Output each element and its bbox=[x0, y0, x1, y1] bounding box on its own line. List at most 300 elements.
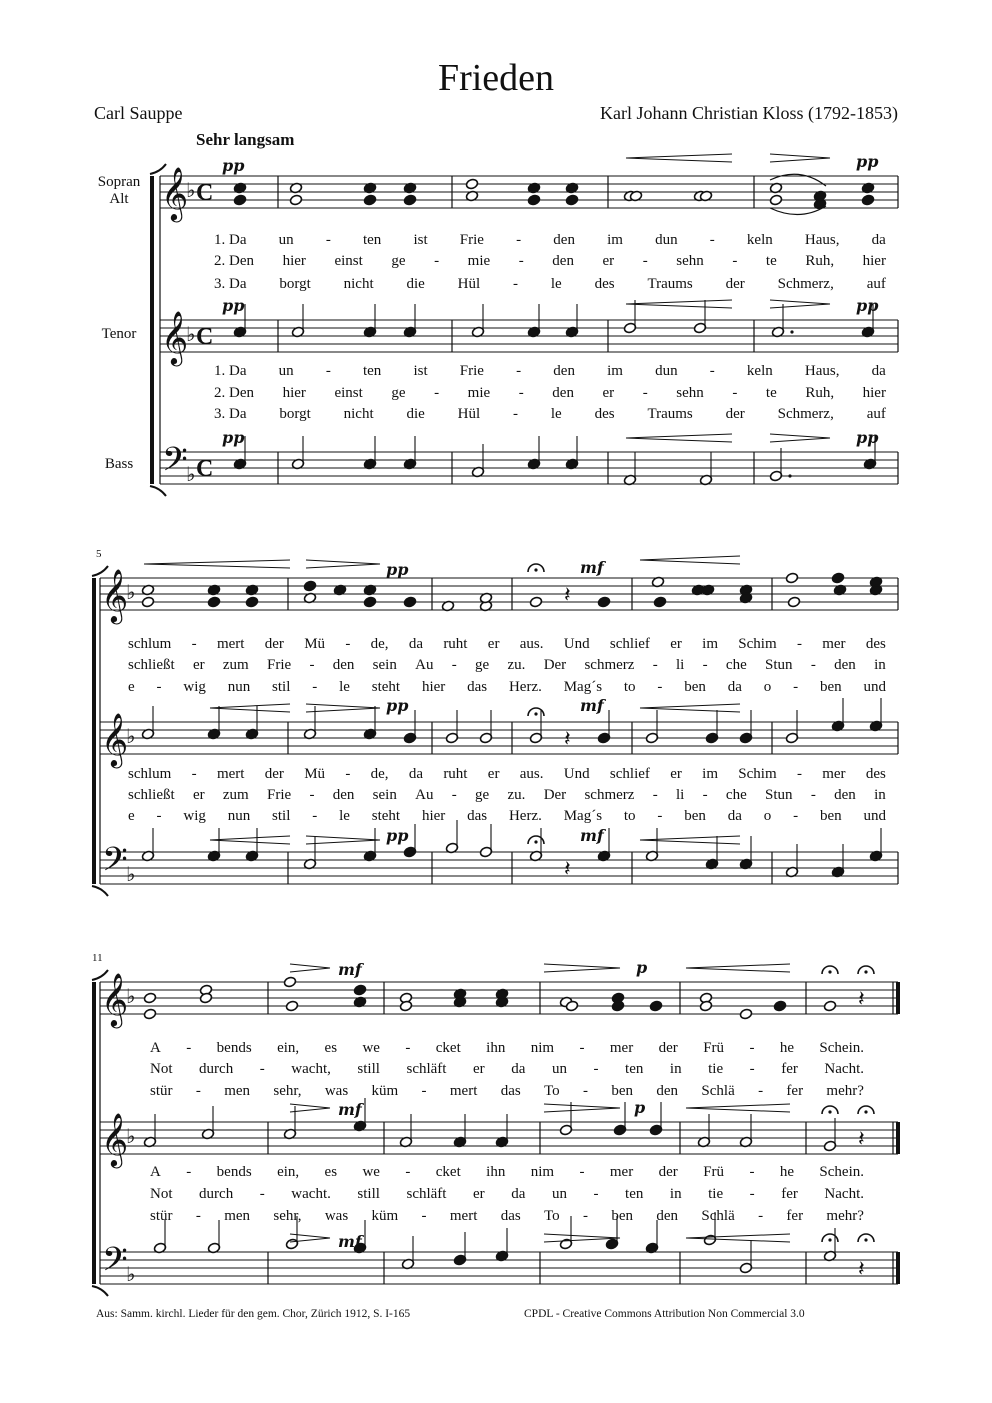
lyric-syllable: Frie bbox=[459, 232, 484, 248]
lyric-syllable: - bbox=[421, 1083, 427, 1099]
lyric-syllable: ben bbox=[819, 808, 842, 824]
lyric-syllable: Hül bbox=[457, 276, 481, 292]
augmentation-dot bbox=[788, 474, 791, 477]
lyric-syllable: - bbox=[345, 636, 351, 652]
lyric-syllable: e bbox=[128, 808, 135, 824]
lyric-syllable: we bbox=[362, 1164, 380, 1180]
dynamic-pp: pp bbox=[222, 296, 245, 315]
lyric-syllable: che bbox=[725, 657, 747, 673]
crescendo-hairpin bbox=[626, 304, 732, 308]
lyric-syllable: auf bbox=[866, 276, 886, 292]
lyric-syllable: Schein. bbox=[819, 1040, 864, 1056]
lyric-syllable: schmerz bbox=[584, 657, 635, 673]
lyric-syllable: im bbox=[702, 636, 718, 652]
decrescendo-hairpin bbox=[306, 840, 380, 844]
flat-sign: ♭ bbox=[126, 724, 136, 748]
note-head bbox=[403, 596, 416, 608]
crescendo-hairpin bbox=[686, 1234, 790, 1238]
note-head bbox=[653, 596, 666, 608]
fermata-dot bbox=[828, 1110, 831, 1113]
lyric-line bbox=[150, 1040, 864, 1057]
lyric-syllable: - bbox=[312, 808, 318, 824]
lyric-syllable: - bbox=[516, 232, 522, 248]
lyric-syllable: der bbox=[264, 636, 284, 652]
lyric-syllable: Frü bbox=[703, 1164, 725, 1180]
crescendo-hairpin bbox=[210, 836, 290, 840]
lyric-syllable: - bbox=[709, 363, 715, 379]
decrescendo-hairpin bbox=[290, 1108, 330, 1112]
crescendo-hairpin bbox=[686, 1238, 790, 1242]
lyric-syllable: steht bbox=[371, 679, 401, 695]
lyric-syllable: un bbox=[551, 1186, 567, 1202]
lyric-syllable: schlum bbox=[128, 766, 172, 782]
lyric-syllable: Traums bbox=[647, 276, 693, 292]
lyric-syllable: auf bbox=[866, 406, 886, 422]
decrescendo-hairpin bbox=[544, 1234, 620, 1238]
lyric-syllable: er bbox=[602, 385, 615, 401]
lyric-syllable: - bbox=[702, 787, 708, 803]
lyric-syllable: sein bbox=[372, 787, 397, 803]
lyric-syllable: ten bbox=[625, 1186, 644, 1202]
lyric-syllable: den bbox=[553, 232, 575, 248]
lyric-line bbox=[128, 766, 886, 783]
dynamic-pp: pp bbox=[222, 156, 245, 175]
lyric-syllable: ist bbox=[413, 232, 428, 248]
decrescendo-hairpin bbox=[770, 304, 830, 308]
lyric-syllable: stil bbox=[272, 679, 291, 695]
lyric-syllable: zum bbox=[222, 657, 249, 673]
lyric-syllable: wacht. bbox=[291, 1186, 331, 1202]
decrescendo-hairpin bbox=[306, 708, 380, 712]
lyric-syllable: ten bbox=[625, 1061, 644, 1077]
lyric-syllable: den bbox=[552, 253, 574, 269]
dynamic-p: p bbox=[634, 1098, 646, 1117]
lyric-syllable: Schim bbox=[738, 636, 777, 652]
fermata-dot bbox=[864, 1238, 867, 1241]
note-head bbox=[141, 596, 154, 608]
lyric-syllable: le bbox=[550, 276, 562, 292]
lyric-syllable: tie bbox=[708, 1186, 724, 1202]
decrescendo-hairpin bbox=[290, 968, 330, 972]
lyric-syllable: in bbox=[874, 657, 886, 673]
note-head bbox=[785, 572, 798, 584]
decrescendo-hairpin bbox=[770, 158, 830, 162]
lyric-syllable: er bbox=[192, 657, 205, 673]
lyric-syllable: und bbox=[863, 808, 886, 824]
lyric-syllable: sehr, bbox=[273, 1208, 302, 1224]
lyric-syllable: schlief bbox=[609, 636, 650, 652]
lyric-syllable: 2. Den bbox=[214, 253, 254, 269]
lyric-syllable: - bbox=[657, 808, 663, 824]
lyric-syllable: das bbox=[500, 1083, 521, 1099]
lyric-syllable: - bbox=[657, 679, 663, 695]
lyric-syllable: Frü bbox=[703, 1040, 725, 1056]
note-head bbox=[233, 194, 246, 206]
lyric-syllable: we bbox=[362, 1040, 380, 1056]
lyric-syllable: hier bbox=[282, 385, 306, 401]
crescendo-hairpin bbox=[640, 708, 740, 712]
source-credit: Aus: Samm. kirchl. Lieder für den gem. Chor, Zürich 1912, S. I-165 bbox=[96, 1308, 411, 1320]
lyric-syllable: nim bbox=[530, 1040, 555, 1056]
lyric-syllable: To bbox=[544, 1208, 560, 1224]
lyric-syllable: Der bbox=[543, 787, 567, 803]
lyric-syllable: durch bbox=[199, 1061, 234, 1077]
lyric-syllable: - bbox=[312, 679, 318, 695]
tempo-marking: Sehr langsam bbox=[196, 130, 295, 149]
lyric-syllable: in bbox=[669, 1186, 682, 1202]
lyric-syllable: Der bbox=[543, 657, 567, 673]
lyric-syllable: still bbox=[357, 1186, 380, 1202]
lyric-syllable: küm bbox=[371, 1083, 399, 1099]
treble-clef: 𝄞 bbox=[101, 972, 129, 1026]
lyric-syllable: dun bbox=[655, 363, 678, 379]
treble-clef: 𝄞 bbox=[161, 310, 189, 364]
lyric-syllable: - bbox=[309, 657, 315, 673]
lyric-syllable: mert bbox=[449, 1083, 478, 1099]
dynamic-pp: pp bbox=[856, 152, 879, 171]
lyric-syllable: - bbox=[405, 1040, 411, 1056]
lyric-syllable: nicht bbox=[343, 276, 374, 292]
treble-clef: 𝄞 bbox=[101, 1112, 129, 1166]
lyric-syllable: sehn bbox=[676, 385, 704, 401]
lyric-syllable: - bbox=[191, 636, 197, 652]
lyric-syllable: Haus, bbox=[804, 232, 840, 248]
lyric-syllable: fer bbox=[781, 1186, 798, 1202]
lyric-syllable: in bbox=[874, 787, 886, 803]
lyric-syllable: schlum bbox=[128, 636, 172, 652]
lyric-line bbox=[214, 385, 886, 402]
crescendo-hairpin bbox=[626, 434, 732, 438]
decrescendo-hairpin bbox=[306, 704, 380, 708]
lyric-syllable: borgt bbox=[279, 276, 311, 292]
lyric-syllable: hier bbox=[282, 253, 306, 269]
treble-clef: 𝄞 bbox=[161, 166, 189, 220]
lyric-syllable: er bbox=[487, 636, 500, 652]
lyric-syllable: - bbox=[518, 253, 524, 269]
decrescendo-hairpin bbox=[770, 438, 830, 442]
crescendo-hairpin bbox=[210, 704, 290, 708]
lyric-syllable: - bbox=[702, 657, 708, 673]
lyric-syllable: da bbox=[871, 232, 886, 248]
flat-sign: ♭ bbox=[126, 984, 136, 1008]
lyric-syllable: - bbox=[513, 406, 519, 422]
lyric-syllable: Frie bbox=[266, 787, 292, 803]
lyric-syllable: Traums bbox=[647, 406, 693, 422]
dynamic-mf: mf bbox=[580, 826, 604, 845]
lyric-syllable: da bbox=[727, 679, 742, 695]
lyric-syllable: es bbox=[324, 1164, 338, 1180]
lyric-syllable: aus. bbox=[519, 766, 544, 782]
lyric-syllable: 2. Den bbox=[214, 385, 254, 401]
lyric-syllable: fer bbox=[786, 1083, 804, 1099]
lyric-syllable: - bbox=[749, 1164, 755, 1180]
lyric-syllable: einst bbox=[334, 253, 363, 269]
lyric-syllable: cket bbox=[435, 1164, 461, 1180]
treble-clef: 𝄞 bbox=[101, 568, 129, 622]
decrescendo-hairpin bbox=[290, 964, 330, 968]
lyric-syllable: ge bbox=[391, 253, 406, 269]
lyric-syllable: he bbox=[779, 1164, 795, 1180]
lyric-syllable: was bbox=[324, 1083, 349, 1099]
lyric-syllable: - bbox=[642, 253, 648, 269]
lyric-syllable: schläft bbox=[406, 1061, 447, 1077]
lyric-syllable: stür bbox=[150, 1083, 173, 1099]
lyric-syllable: le bbox=[339, 679, 350, 695]
lyric-syllable: den bbox=[332, 657, 355, 673]
lyric-syllable: nicht bbox=[343, 406, 374, 422]
measure-number-5: 5 bbox=[96, 548, 102, 560]
lyric-syllable: - bbox=[186, 1164, 192, 1180]
lyric-syllable: schließt bbox=[128, 787, 175, 803]
lyric-syllable: fer bbox=[786, 1208, 804, 1224]
lyric-syllable: - bbox=[652, 787, 658, 803]
lyric-line bbox=[214, 363, 886, 380]
lyric-syllable: Not bbox=[150, 1186, 173, 1202]
lyric-syllable: da bbox=[871, 363, 886, 379]
lyric-syllable: den bbox=[552, 385, 574, 401]
lyric-syllable: er bbox=[473, 1061, 485, 1077]
lyric-syllable: durch bbox=[199, 1186, 234, 1202]
lyric-syllable: das bbox=[467, 808, 488, 824]
lyric-syllable: mer bbox=[822, 766, 846, 782]
lyric-syllable: er bbox=[192, 787, 205, 803]
lyric-syllable: da bbox=[511, 1061, 526, 1077]
note-head bbox=[363, 596, 376, 608]
lyric-syllable: was bbox=[324, 1208, 349, 1224]
lyric-syllable: ge bbox=[391, 385, 406, 401]
lyric-syllable: wig bbox=[183, 679, 206, 695]
lyric-syllable: da bbox=[511, 1186, 526, 1202]
lyric-syllable: keln bbox=[746, 363, 773, 379]
lyric-line bbox=[214, 276, 886, 293]
lyric-syllable: Schein. bbox=[819, 1164, 864, 1180]
lyric-syllable: Not bbox=[150, 1061, 173, 1077]
lyric-line bbox=[150, 1083, 864, 1100]
lyric-syllable: - bbox=[451, 657, 457, 673]
flat-sign: ♭ bbox=[186, 462, 196, 486]
lyric-line bbox=[128, 679, 886, 696]
poet-credit: Carl Sauppe bbox=[94, 103, 183, 123]
decrescendo-hairpin bbox=[770, 300, 830, 304]
bass-clef: 𝄢 bbox=[162, 441, 188, 487]
lyric-syllable: des bbox=[865, 636, 886, 652]
flat-sign: ♭ bbox=[186, 322, 196, 346]
lyric-syllable: Schim bbox=[738, 766, 777, 782]
lyric-syllable: Schmerz, bbox=[777, 276, 834, 292]
common-time: C bbox=[196, 456, 214, 482]
lyric-syllable: - bbox=[259, 1186, 265, 1202]
lyric-syllable: ben bbox=[684, 808, 706, 824]
lyric-syllable: Frie bbox=[459, 363, 484, 379]
lyric-syllable: Herz. bbox=[508, 808, 542, 824]
dynamic-pp: pp bbox=[856, 428, 879, 447]
lyric-line bbox=[150, 1208, 864, 1225]
lyric-syllable: de, bbox=[370, 636, 389, 652]
lyric-syllable: - bbox=[518, 385, 524, 401]
crescendo-hairpin bbox=[640, 560, 740, 564]
lyric-syllable: zu. bbox=[507, 787, 526, 803]
lyric-syllable: To bbox=[544, 1083, 560, 1099]
lyric-syllable: die bbox=[406, 276, 425, 292]
lyric-syllable: - bbox=[749, 1061, 755, 1077]
lyric-syllable: Mag´s bbox=[563, 679, 603, 695]
lyric-syllable: er bbox=[487, 766, 500, 782]
lyric-syllable: des bbox=[594, 276, 615, 292]
decrescendo-hairpin bbox=[544, 1104, 620, 1108]
note-head bbox=[245, 596, 258, 608]
lyric-syllable: den bbox=[834, 787, 856, 803]
lyric-syllable: ge bbox=[475, 657, 490, 673]
lyric-syllable: - bbox=[259, 1061, 265, 1077]
lyric-syllable: im bbox=[607, 363, 623, 379]
lyric-syllable: den bbox=[834, 657, 856, 673]
dynamic-mf: mf bbox=[338, 1232, 362, 1251]
note-head bbox=[143, 992, 156, 1004]
lyric-syllable: - bbox=[325, 232, 331, 248]
lyric-syllable: men bbox=[224, 1208, 251, 1224]
crescendo-hairpin bbox=[626, 300, 732, 304]
measure-number-11: 11 bbox=[92, 952, 103, 964]
part-name-bass: Bass bbox=[104, 456, 134, 472]
lyric-syllable: küm bbox=[371, 1208, 399, 1224]
lyric-syllable: mert bbox=[216, 766, 245, 782]
flat-sign: ♭ bbox=[126, 862, 136, 886]
decrescendo-hairpin bbox=[544, 1108, 620, 1112]
decrescendo-hairpin bbox=[544, 964, 620, 968]
lyric-syllable: ist bbox=[413, 363, 428, 379]
lyric-syllable: - bbox=[796, 636, 802, 652]
lyric-syllable: mie bbox=[467, 253, 491, 269]
lyric-syllable: das bbox=[500, 1208, 521, 1224]
dynamic-pp: pp bbox=[386, 826, 409, 845]
quarter-rest: 𝄽 bbox=[858, 987, 865, 1012]
lyric-syllable: er bbox=[670, 766, 682, 782]
lyric-syllable: - bbox=[652, 657, 658, 673]
part-name-soprano-alto: Sopran Alt bbox=[97, 174, 141, 207]
fermata-dot bbox=[828, 970, 831, 973]
lyric-line bbox=[150, 1061, 864, 1078]
system-bracket bbox=[92, 1286, 108, 1296]
lyric-syllable: Au bbox=[415, 657, 434, 673]
lyric-syllable: - bbox=[195, 1083, 201, 1099]
lyric-syllable: A bbox=[150, 1164, 161, 1180]
lyric-syllable: ihn bbox=[486, 1164, 506, 1180]
lyric-syllable: - bbox=[793, 679, 799, 695]
common-time: C bbox=[196, 180, 214, 206]
lyric-syllable: Schmerz, bbox=[777, 406, 834, 422]
lyric-syllable: - bbox=[732, 253, 738, 269]
lyric-syllable: ben bbox=[611, 1083, 634, 1099]
lyric-syllable: - bbox=[758, 1208, 764, 1224]
lyric-syllable: Stun bbox=[765, 787, 793, 803]
lyric-line bbox=[150, 1186, 864, 1203]
lyric-syllable: to bbox=[623, 808, 636, 824]
note-head bbox=[773, 1000, 786, 1012]
lyric-syllable: mert bbox=[449, 1208, 478, 1224]
lyric-syllable: Mag´s bbox=[563, 808, 603, 824]
lyric-syllable: schlief bbox=[609, 766, 650, 782]
lyric-syllable: nun bbox=[227, 808, 251, 824]
lyric-syllable: Frie bbox=[266, 657, 292, 673]
lyric-syllable: es bbox=[324, 1040, 338, 1056]
lyric-syllable: te bbox=[765, 253, 777, 269]
lyric-syllable: - bbox=[593, 1186, 599, 1202]
crescendo-hairpin bbox=[210, 708, 290, 712]
lyric-syllable: - bbox=[810, 787, 816, 803]
lyric-syllable: te bbox=[765, 385, 777, 401]
lyric-syllable: 3. Da bbox=[214, 276, 247, 292]
license-credit: CPDL - Creative Commons Attribution Non Commercial 3.0 bbox=[524, 1308, 805, 1320]
lyric-syllable: borgt bbox=[279, 406, 311, 422]
lyric-line bbox=[128, 657, 886, 674]
crescendo-hairpin bbox=[144, 564, 290, 568]
lyric-syllable: mie bbox=[467, 385, 491, 401]
note-head bbox=[861, 194, 874, 206]
lyric-syllable: stil bbox=[272, 808, 291, 824]
lyric-syllable: schläft bbox=[406, 1186, 447, 1202]
lyric-syllable: Hül bbox=[457, 406, 481, 422]
lyric-line bbox=[214, 232, 886, 249]
lyric-syllable: un bbox=[278, 232, 294, 248]
lyric-syllable: hier bbox=[862, 253, 886, 269]
lyric-syllable: im bbox=[607, 232, 623, 248]
lyric-syllable: mehr? bbox=[826, 1208, 864, 1224]
lyric-syllable: - bbox=[434, 385, 440, 401]
dynamic-mf: mf bbox=[580, 558, 604, 577]
lyric-syllable: Ruh, bbox=[805, 253, 835, 269]
quarter-rest: 𝄽 bbox=[858, 1257, 865, 1282]
note-head bbox=[565, 194, 578, 206]
dynamic-pp: pp bbox=[222, 428, 245, 447]
lyric-syllable: tie bbox=[708, 1061, 724, 1077]
lyric-syllable: ten bbox=[362, 232, 382, 248]
lyric-syllable: einst bbox=[334, 385, 363, 401]
lyric-syllable: aus. bbox=[519, 636, 544, 652]
lyric-syllable: dun bbox=[655, 232, 678, 248]
note-head bbox=[289, 194, 302, 206]
lyric-syllable: o bbox=[763, 679, 772, 695]
decrescendo-hairpin bbox=[306, 836, 380, 840]
lyric-syllable: le bbox=[550, 406, 562, 422]
quarter-rest: 𝄽 bbox=[564, 857, 571, 882]
lyric-syllable: Schlä bbox=[701, 1208, 735, 1224]
lyric-syllable: zum bbox=[222, 787, 249, 803]
crescendo-hairpin bbox=[640, 840, 740, 844]
lyric-syllable: to bbox=[623, 679, 636, 695]
fermata-dot bbox=[864, 970, 867, 973]
lyric-syllable: den bbox=[332, 787, 355, 803]
lyric-syllable: wacht, bbox=[291, 1061, 331, 1077]
lyric-syllable: ben bbox=[819, 679, 842, 695]
lyric-syllable: mert bbox=[216, 636, 245, 652]
lyric-syllable: der bbox=[658, 1040, 678, 1056]
lyric-syllable: - bbox=[583, 1083, 589, 1099]
lyric-syllable: - bbox=[421, 1208, 427, 1224]
lyric-syllable: im bbox=[702, 766, 718, 782]
lyric-line bbox=[128, 808, 886, 825]
lyric-syllable: 1. Da bbox=[214, 363, 247, 379]
lyric-syllable: - bbox=[793, 808, 799, 824]
bass-clef: 𝄢 bbox=[102, 1241, 128, 1287]
lyric-line bbox=[214, 253, 886, 270]
lyric-syllable: he bbox=[779, 1040, 795, 1056]
lyric-syllable: cket bbox=[435, 1040, 461, 1056]
lyric-syllable: mehr? bbox=[826, 1083, 864, 1099]
lyric-syllable: ten bbox=[362, 363, 382, 379]
note-head bbox=[353, 984, 366, 996]
composer-credit: Karl Johann Christian Kloss (1792-1853) bbox=[600, 103, 898, 123]
lyric-syllable: Nacht. bbox=[824, 1061, 864, 1077]
